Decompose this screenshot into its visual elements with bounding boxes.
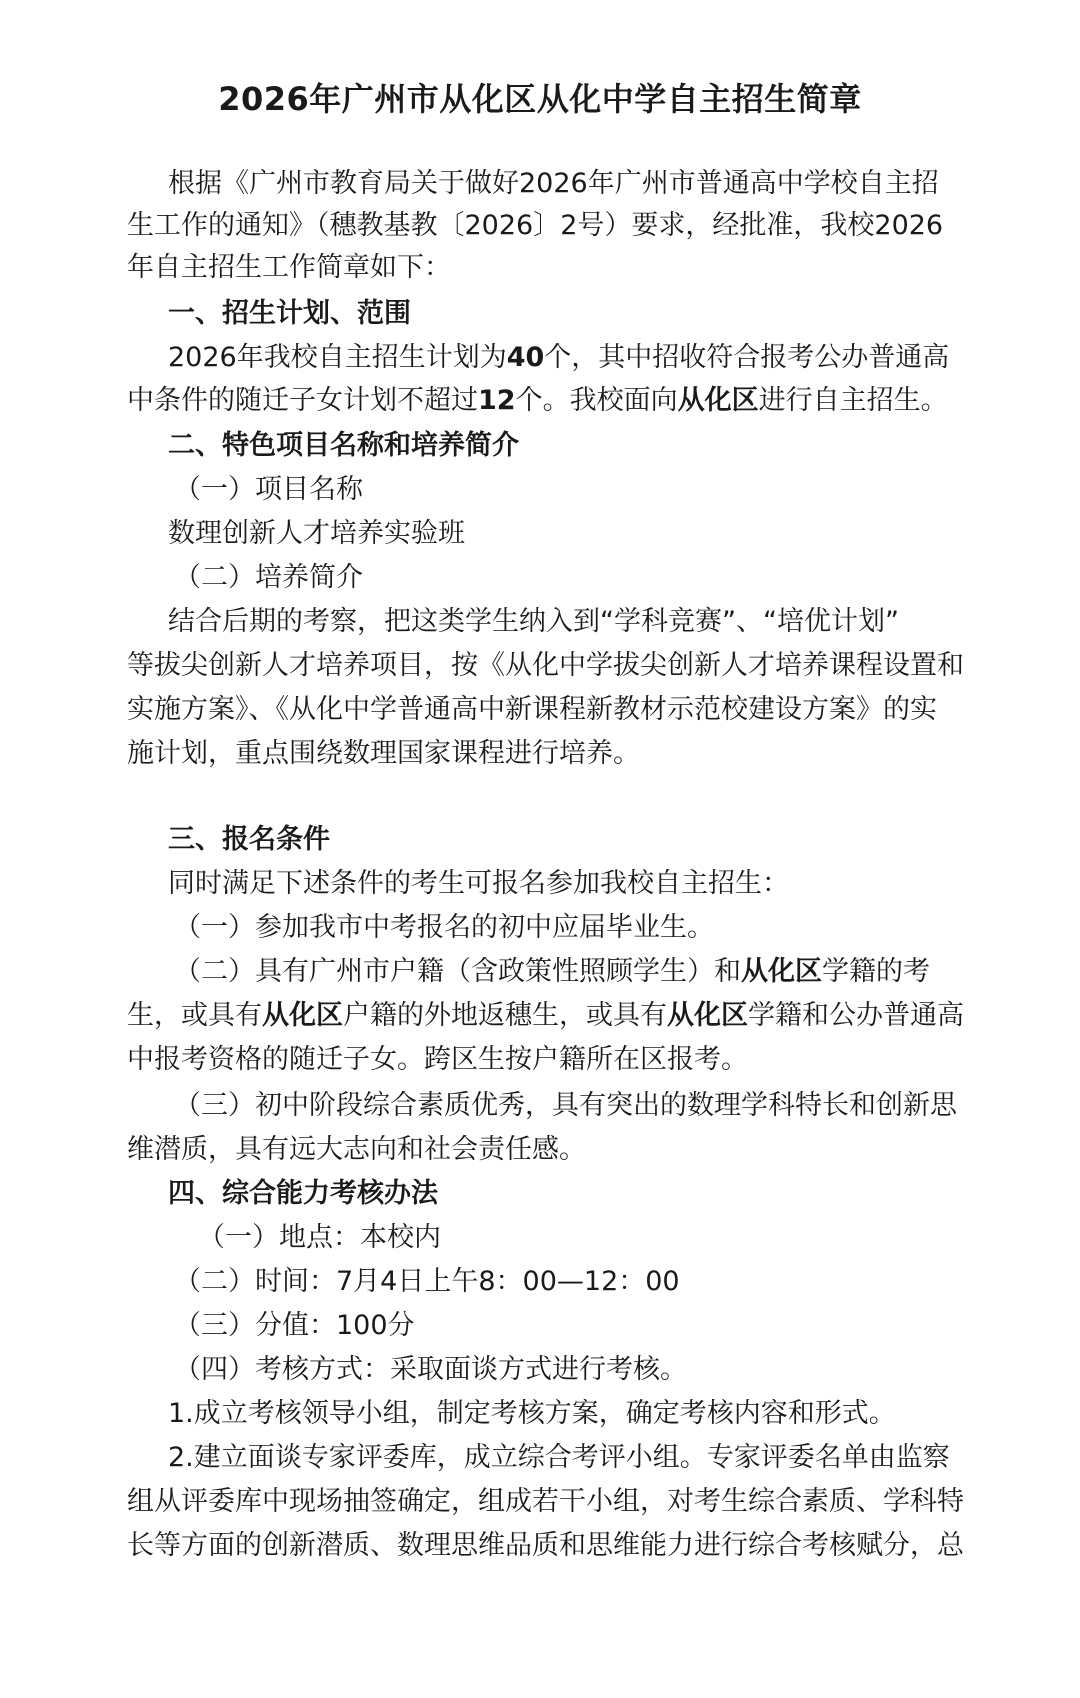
section-2-sub-2: （二）培养简介: [174, 562, 363, 593]
exam-time: （二）时间：7月4日上午8：00—12：00: [174, 1266, 680, 1297]
document-title: 2026年广州市从化区从化中学自主招生简章: [218, 80, 862, 118]
exam-score: （三）分值：100分: [174, 1310, 415, 1341]
section-2-heading: 二、特色项目名称和培养简介: [168, 430, 519, 461]
intro-line-1: 根据《广州市教育局关于做好2026年广州市普通高中学校自主招: [168, 168, 939, 199]
section-1-line-2: 中条件的随迁子女计划不超过12个。我校面向从化区进行自主招生。: [127, 385, 948, 416]
section-2-sub-1: （一）项目名称: [174, 474, 363, 505]
exam-item-2-line-3: 长等方面的创新潜质、数理思维品质和思维能力进行综合考核赋分，总: [127, 1530, 964, 1561]
section-1-heading: 一、招生计划、范围: [168, 298, 411, 329]
section-2-body-2: 等拔尖创新人才培养项目，按《从化中学拔尖创新人才培养课程设置和: [127, 650, 964, 681]
section-2-body-3: 实施方案》、《从化中学普通高中新课程新教材示范校建设方案》的实: [127, 694, 937, 725]
section-4-heading: 四、综合能力考核办法: [168, 1178, 438, 1209]
exam-item-2-line-2: 组从评委库中现场抽签确定，组成若干小组，对考生综合素质、学科特: [127, 1486, 964, 1517]
condition-3-line-2: 维潜质，具有远大志向和社会责任感。: [127, 1134, 586, 1165]
condition-2-line-3: 中报考资格的随迁子女。跨区生按户籍所在区报考。: [127, 1044, 748, 1075]
exam-method: （四）考核方式：采取面谈方式进行考核。: [174, 1354, 687, 1385]
exam-item-1: 1.成立考核领导小组，制定考核方案，确定考核内容和形式。: [168, 1398, 896, 1429]
section-3-heading: 三、报名条件: [168, 824, 330, 855]
section-2-body-4: 施计划，重点围绕数理国家课程进行培养。: [127, 738, 640, 769]
section-1-line-1: 2026年我校自主招生计划为40个，其中招收符合报考公办普通高: [168, 342, 950, 373]
exam-place: （一）地点：本校内: [198, 1222, 441, 1253]
condition-2-line-2: 生，或具有从化区户籍的外地返穗生，或具有从化区学籍和公办普通高: [127, 1000, 964, 1031]
exam-item-2-line-1: 2.建立面谈专家评委库，成立综合考评小组。专家评委名单由监察: [168, 1442, 950, 1473]
condition-2-line-1: （二）具有广州市户籍（含政策性照顾学生）和从化区学籍的考: [174, 956, 930, 987]
project-name: 数理创新人才培养实验班: [168, 518, 465, 549]
intro-line-3: 年自主招生工作简章如下：: [127, 252, 451, 283]
condition-3-line-1: （三）初中阶段综合素质优秀，具有突出的数理学科特长和创新思: [174, 1090, 957, 1121]
section-2-body-1: 结合后期的考察，把这类学生纳入到“学科竞赛”、“培优计划”: [168, 606, 899, 637]
intro-line-2: 生工作的通知》（穗教基教〔2026〕2号）要求，经批准，我校2026: [127, 210, 944, 241]
section-3-lead: 同时满足下述条件的考生可报名参加我校自主招生：: [168, 868, 789, 899]
condition-1: （一）参加我市中考报名的初中应届毕业生。: [174, 912, 714, 943]
